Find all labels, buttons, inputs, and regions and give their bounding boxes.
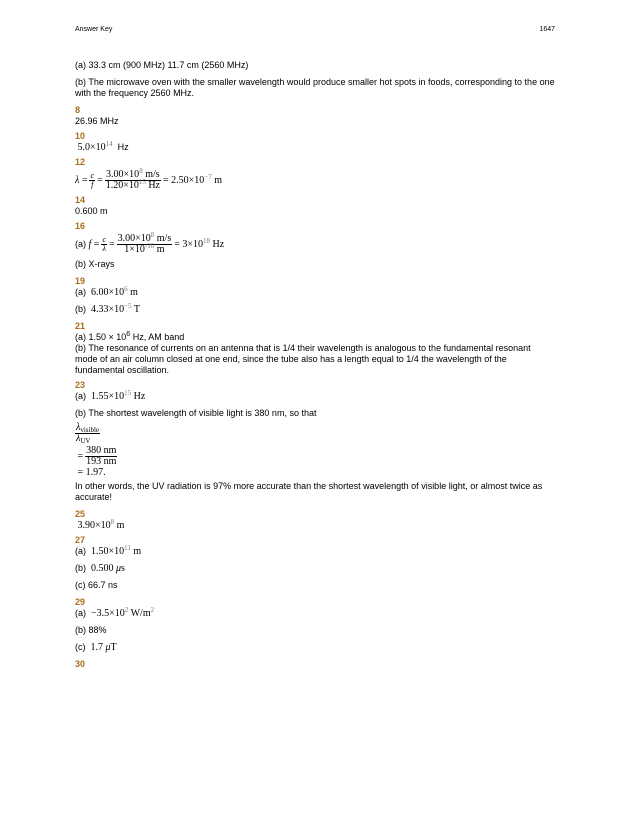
- ratio-derivation: $\frac{\lambda_{visible}}{\lambda_{UV}}$ = $\frac{380 nm}{193 nm}$ = 1.97.: [75, 422, 117, 478]
- answer-27c: (c) 66.7 ns: [75, 580, 118, 590]
- problem-number-30: 30: [75, 659, 86, 669]
- answer-25: $3.90\times 10^8$ m: [75, 518, 125, 531]
- problem-number-16: 16: [75, 221, 86, 231]
- answer-29a: $(a) -3.5\times 10^2$ $W/m^2$: [75, 606, 155, 619]
- answer-23b: (b) The shortest wavelength of visible light is 380 nm, so that: [75, 408, 317, 418]
- answer-8: 26.96 MHz: [75, 116, 119, 126]
- answer-16b: (b) X-rays: [75, 259, 115, 269]
- problem-number-29: 29: [75, 597, 86, 607]
- equation-16a: (a) f = $\frac{c}{\lambda}$ = $\frac{3.00\times 10^8 m/s}{1\times 10^{-10} m}$ = $3\times 10^{18}$ Hz: [75, 231, 225, 255]
- answer-14: 0.600 m: [75, 206, 108, 216]
- problem-number-10: 10: [75, 131, 86, 141]
- problem-number-14: 14: [75, 195, 86, 205]
- answer-23c: In other words, the UV radiation is 97% more accurate than the shortest wavelength of visible light, or almost twice as accurate!: [75, 481, 543, 502]
- answer-content: [75, 60, 555, 670]
- answer-27b: (b) 0.500 μs: [75, 563, 125, 574]
- answer-29b: (b) 88%: [75, 625, 107, 635]
- problem-number-8: 8: [75, 105, 81, 115]
- answer-27a: (a) $1.50\times 10^{11}$ m: [75, 544, 142, 557]
- running-header: Answer Key: [75, 26, 113, 33]
- equation-12: λ = $\frac{c}{f}$ = $\frac{3.00\times 10^8 m/s}{1.20\times 10^{15} Hz}$ = $2.50\times 10^{-7}$ m: [75, 167, 223, 191]
- problem-number-25: 25: [75, 509, 86, 519]
- label-a: (a): [75, 239, 86, 249]
- answer-23a: (a) $1.55\times 10^{15}$ Hz: [75, 389, 146, 402]
- answer-10: $5.0\times 10^{14}$ Hz: [75, 140, 129, 153]
- answer-19b: (b) $4.33\times 10^{-5}$ T: [75, 302, 141, 315]
- answer-29c: (c) 1.7 μT: [75, 642, 117, 653]
- answer-21a: (a) $1.50 \times 10^6$ Hz, AM band: [75, 331, 185, 342]
- problem-number-23: 23: [75, 380, 86, 390]
- page-number: 1647: [539, 26, 555, 33]
- problem-number-27: 27: [75, 535, 86, 545]
- answer-19a: (a) $6.00\times 10^6$ m: [75, 285, 138, 298]
- answer-21b: (b) The resonance of currents on an antenna that is 1/4 their wavelength is analogous to the fundamental resonant mode of an air column closed at one end, since the tube also has a length equal to 1/4 the wavelength of the fundamental oscillation.: [75, 343, 531, 375]
- answer-6a: (a) 33.3 cm (900 MHz) 11.7 cm (2560 MHz): [75, 60, 249, 70]
- problem-number-21: 21: [75, 321, 86, 331]
- problem-number-12: 12: [75, 157, 86, 167]
- answer-6b: (b) The microwave oven with the smaller wavelength would produce smaller hot spots in foods, corresponding to the one with the frequency 2560 MHz.: [75, 77, 555, 98]
- problem-number-19: 19: [75, 276, 86, 286]
